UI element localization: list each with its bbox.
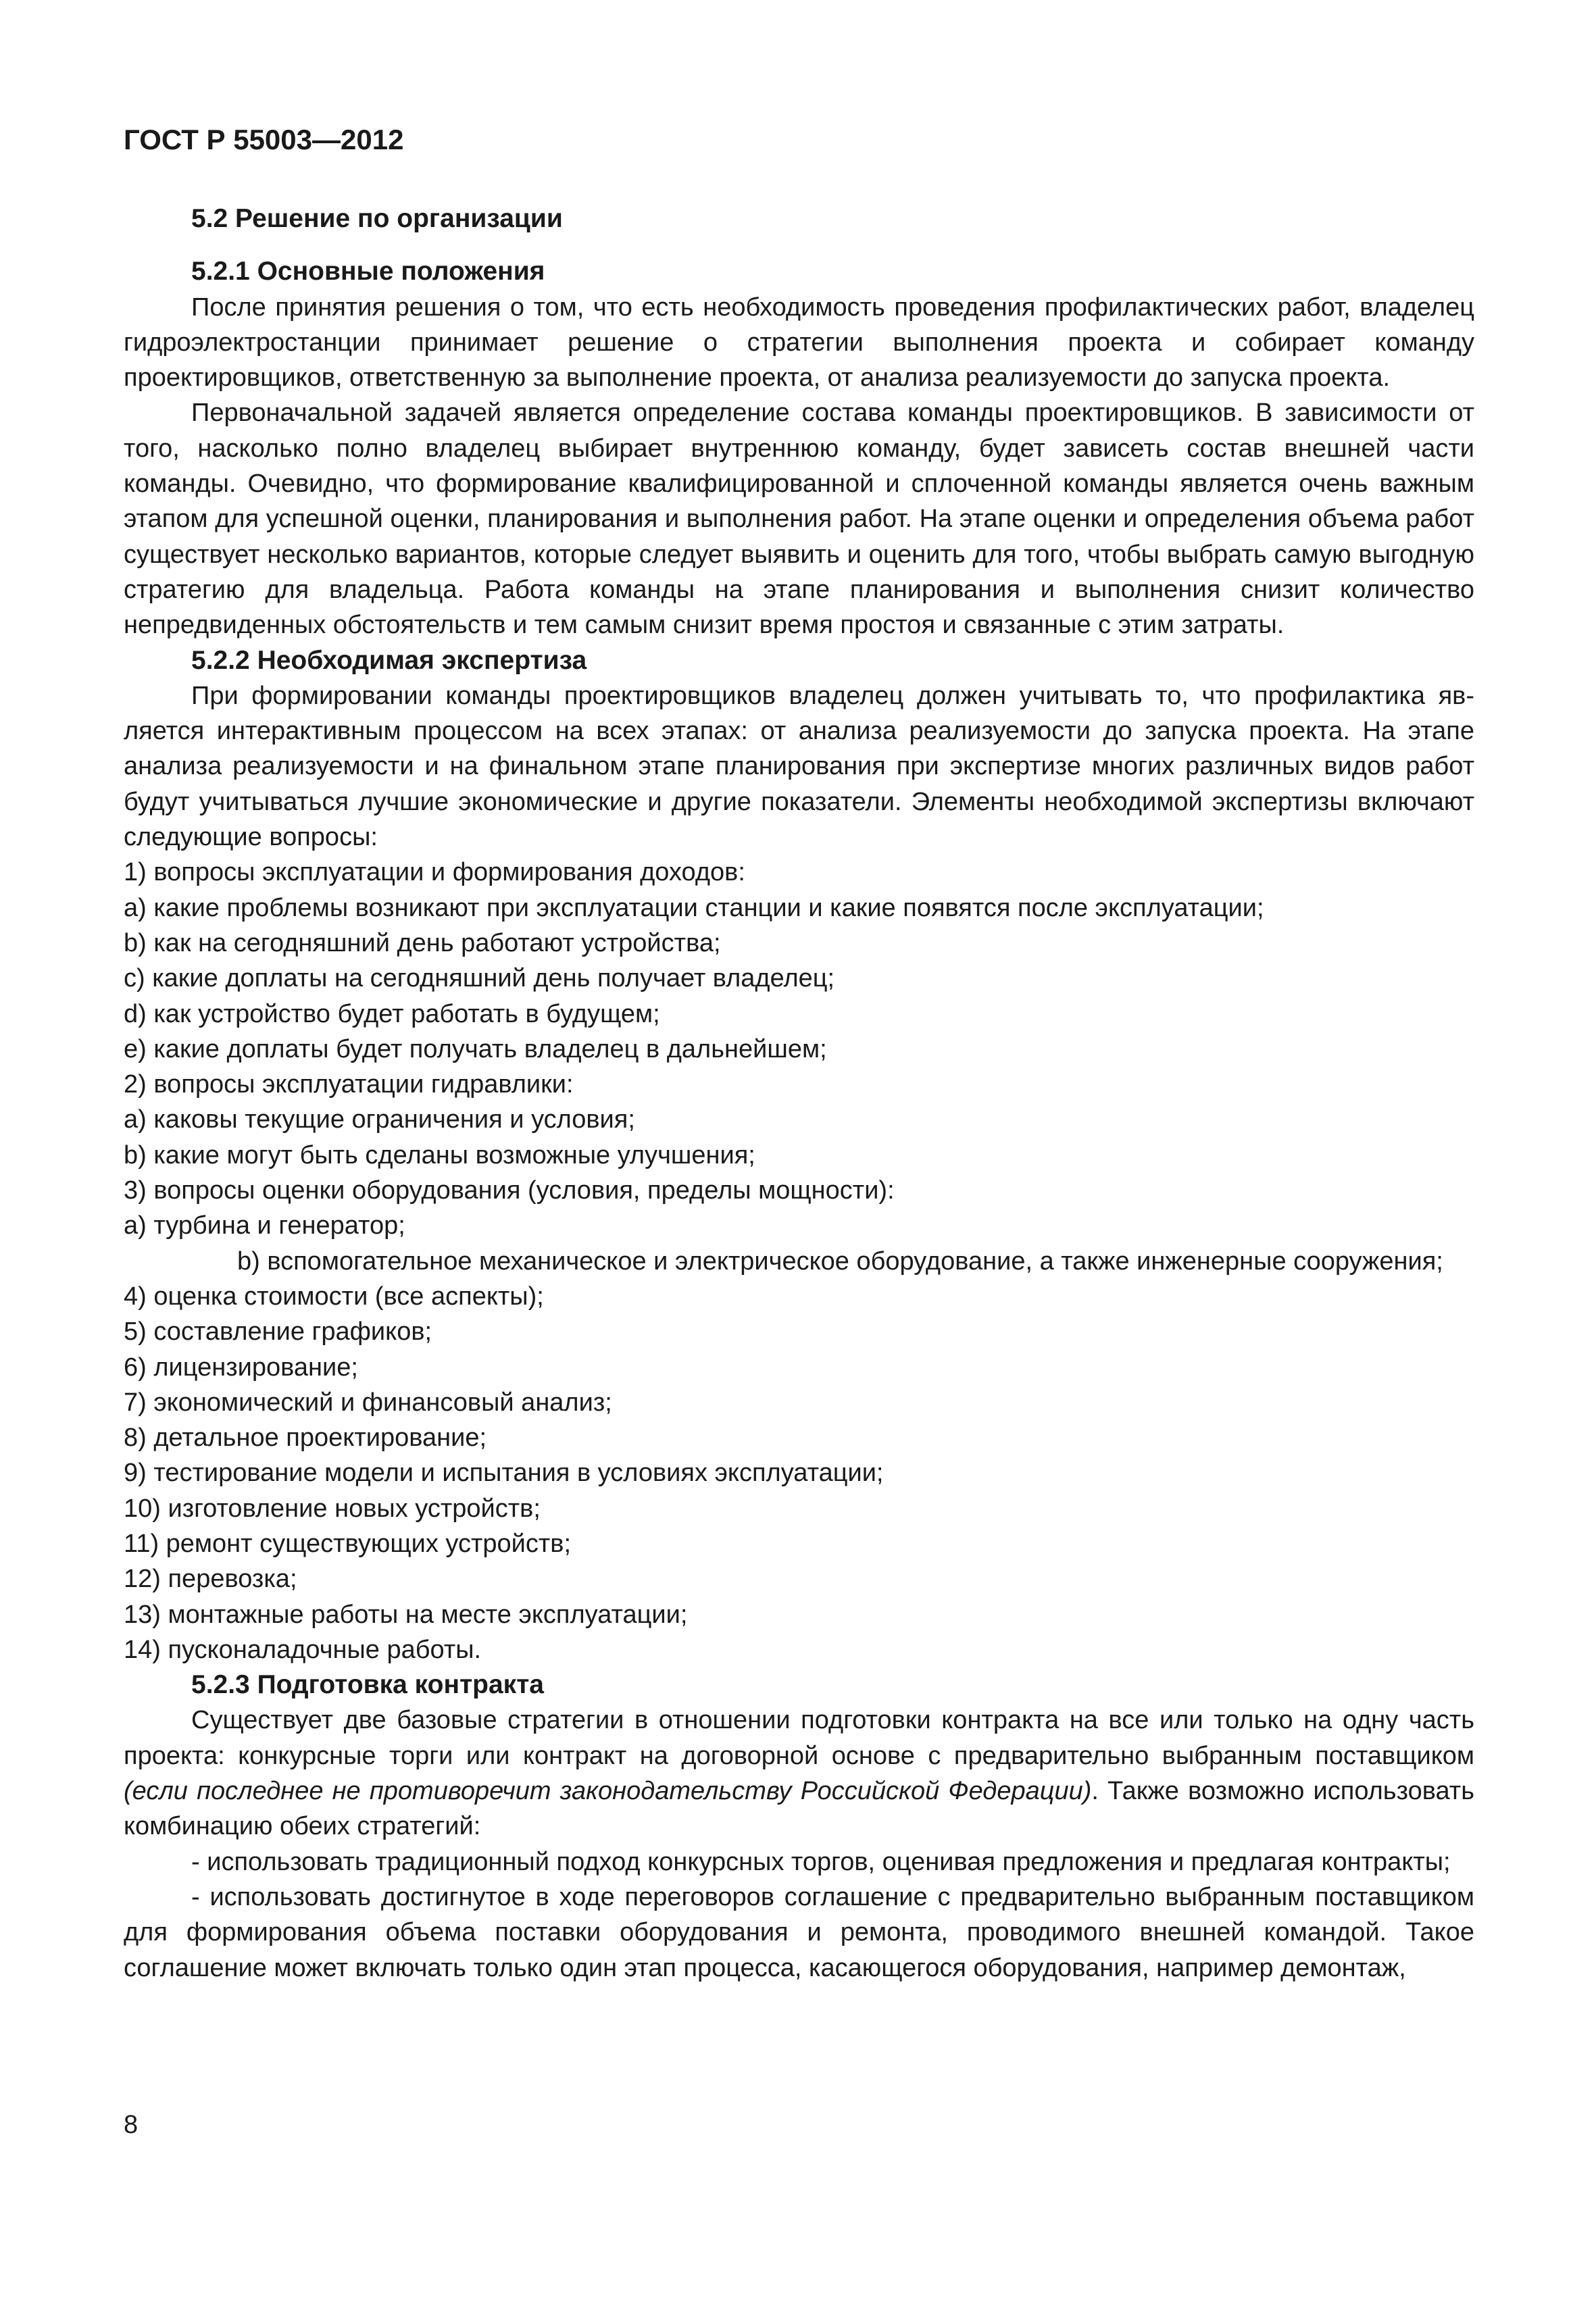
list-item-3a: a) турбина и генератор; [124, 1211, 405, 1240]
list-item-1d: d) как устройство будет работать в будущем; [124, 999, 660, 1028]
list-item-3: 3) вопросы оценки оборудования (условия, пределы мощности): [124, 1176, 895, 1205]
section-5-2-1-paragraph-1: После принятия решения о том, что есть необходимость проведения профилактических работ, владелец гидроэлектростанции принимает решение о стратегии выполнения проекта и собирает команду проектировщиков, ответственную за выполнение проекта, от анализа реализуемости до запуска проекта. [124, 293, 1474, 393]
document-body [124, 201, 1474, 1986]
page-number: 8 [124, 2111, 139, 2139]
list-item-4: 4) оценка стоимости (все аспекты); [124, 1282, 544, 1311]
section-5-2-2-title: 5.2.2 Необходимая экспертиза [191, 645, 587, 675]
list-item-5: 5) составление графиков; [124, 1317, 432, 1347]
section-5-2-2-paragraph-1: При формировании команды проектировщиков владелец должен учитывать то, что профилактика является интерактивным процессом на всех этапах: от анализа реализуемости до запуска проекта. На этапе анализа реализуемости и на финальном этапе планирования при экспертизе многих различных видов работ будут учитываться лучшие экономические и другие показатели. Элементы необходимой экспертизы включают следующие вопросы: [124, 681, 1474, 852]
list-item-1b: b) как на сегодняшний день работают устройства; [124, 928, 721, 957]
list-item-7: 7) экономический и финансовый анализ; [124, 1388, 612, 1417]
list-item-12: 12) перевозка; [124, 1565, 297, 1594]
list-item-6: 6) лицензирование; [124, 1353, 358, 1382]
section-5-2-3-title: 5.2.3 Подготовка контракта [191, 1670, 544, 1700]
list-item-9: 9) тестирование модели и испытания в условиях эксплуатации; [124, 1459, 884, 1488]
list-item-1e: e) какие доплаты будет получать владелец в дальнейшем; [124, 1034, 827, 1063]
list-item-14: 14) пусконаладочные работы. [124, 1635, 482, 1664]
section-5-2-title: 5.2 Решение по организации [191, 204, 563, 233]
dash-item-2: - использовать достигнутое в ходе переговоров соглашение с предварительно выбранным поставщиком для формирования объема поставки оборудования и ремонта, проводимого внешней командой. Такое соглашение может включать только один этап процесса, касающегося оборудования, например демонтаж, [124, 1882, 1474, 1982]
section-5-2-1-paragraph-2: Первоначальной задачей является определение состава команды проектировщиков. В зависимости от того, насколько полно владелец выбирает внутреннюю команду, будет зависеть состав внешней части команды. Очевидно, что формирование квалифицированной и сплоченной команды является очень важным этапом для успешной оценки, планирования и выполнения работ. На этапе оценки и определения объема работ существует несколько вариантов, которые следует выявить и оценить для того, чтобы выбрать самую выгодную стратегию для владельца. Работа команды на этапе планирования и выполнения снизит количество непредвиденных обстоятельств и тем самым снизит время простоя и связанные с этим затраты. [124, 399, 1474, 640]
list-item-2b: b) какие могут быть сделаны возможные улучшения; [124, 1140, 755, 1169]
list-item-1c: c) какие доплаты на сегодняшний день получает владелец; [124, 964, 835, 993]
list-item-1: 1) вопросы эксплуатации и формирования доходов: [124, 858, 745, 887]
list-item-8: 8) детальное проектирование; [124, 1424, 487, 1453]
list-item-3b: b) вспомогательное механическое и электрическое оборудование, а также инженерные сооружения; [237, 1247, 1443, 1276]
list-item-2a: a) каковы текущие ограничения и условия; [124, 1105, 635, 1134]
document-header: ГОСТ Р 55003—2012 [124, 124, 404, 155]
paragraph-text-start: Существует две базовые стратегии в отношении подготовки контракта на все или только на одну часть проекта: конкурсные торги или контракт на договорной основе с предварительно выбранным поставщиком [124, 1706, 1474, 1770]
list-item-13: 13) монтажные работы на месте эксплуатации; [124, 1600, 688, 1629]
section-5-2-3-paragraph-1 [124, 1703, 1474, 1844]
paragraph-italic-note: (если последнее не противоречит законодательству Российской Федерации) [124, 1777, 1092, 1806]
list-item-11: 11) ремонт существующих устройств; [124, 1529, 572, 1558]
paragraph-text-end: . Также возможно использовать комбинацию обеих стратегий: [124, 1777, 1474, 1841]
list-item-10: 10) изготовление новых устройств; [124, 1494, 541, 1523]
section-5-2-1-title: 5.2.1 Основные положения [191, 257, 545, 286]
dash-item-1: - использовать традиционный подход конкурсных торгов, оценивая предложения и предлагая контракты; [191, 1847, 1451, 1876]
list-item-2: 2) вопросы эксплуатации гидравлики: [124, 1070, 574, 1099]
list-item-1a: a) какие проблемы возникают при эксплуатации станции и какие появятся после эксплуатации; [124, 893, 1264, 922]
